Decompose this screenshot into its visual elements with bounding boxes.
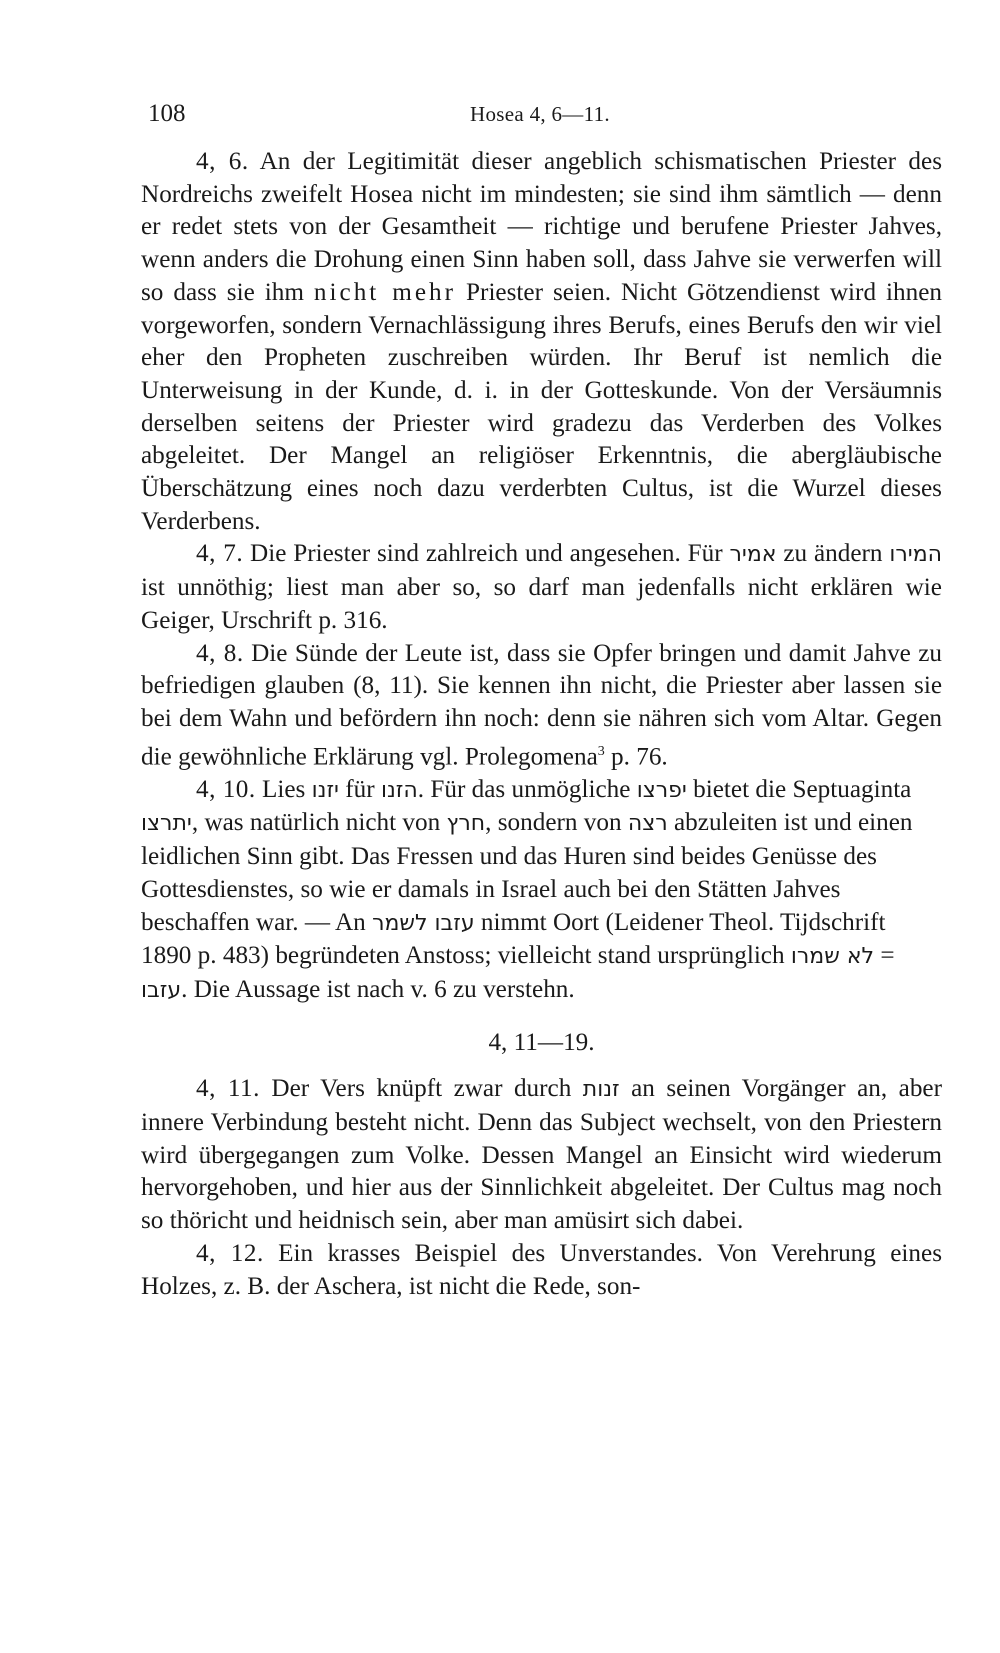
paragraph-text: Ein krasses Beispiel des Unverstandes. Von Verehrung eines Holzes, z. B. der Aschera, ist nicht die Rede, son- [141, 1239, 942, 1300]
paragraph-text: An der Legitimität dieser angeblich schismatischen Priester des Nordreichs zweifelt Hosea nicht im mindesten; sie sind ihm sämtlich — denn er redet stets von der Gesamtheit — richtige und berufene Priester Jahves, wenn anders die Drohung einen Sinn haben soll, dass Jahve sie verwerfen will so dass sie ihm [141, 148, 942, 306]
paragraph-text: abzuleiten ist und einen leidlichen Sinn gibt. Das Fressen und das Huren sind beides Genüsse des Gottesdienstes, so wie er damals in Israel auch bei den Stätten Jahves beschaffen war. — An [141, 809, 913, 936]
paragraph-4-6 [141, 146, 942, 538]
verse-reference: 4, 6. [196, 148, 249, 175]
edition-superscript: 3 [597, 743, 605, 759]
hebrew-word: יתרצו [141, 811, 192, 837]
hebrew-word: רצה [627, 811, 668, 837]
verse-reference: 4, 11. [196, 1075, 260, 1103]
running-head [140, 100, 940, 130]
paragraph-text: , was natürlich nicht von [191, 809, 447, 837]
hebrew-word: עזבו [141, 977, 182, 1003]
paragraph-text: = [874, 942, 895, 970]
section-heading: 4, 11—19. [488, 1028, 595, 1056]
hebrew-word: זנות [582, 1077, 620, 1103]
verse-reference: 4, 7. [196, 540, 244, 568]
hebrew-phrase: עזבו לשמר [372, 910, 475, 936]
hebrew-word: הזנו [380, 777, 418, 803]
paragraph-text: Der Vers knüpft zwar durch [271, 1075, 583, 1103]
paragraph-4-7 [141, 538, 942, 637]
spaced-emphasis: nicht mehr [313, 278, 457, 306]
verse-reference: 4, 8. [196, 639, 244, 667]
hebrew-word: אמיר [729, 542, 777, 568]
verse-reference: 4, 10. [196, 775, 256, 803]
paragraph-text: ist unnöthig; liest man aber so, so darf man jedenfalls nicht erklären wie Geiger, Urschrift p. 316. [141, 574, 942, 634]
hebrew-word: המירו [889, 542, 943, 568]
paragraph-text: Die Priester sind zahlreich und angesehen. Für [250, 540, 730, 568]
paragraph-text: zu ändern [776, 540, 890, 568]
hebrew-word: יפרצו [636, 777, 687, 803]
paragraph-4-12 [141, 1238, 942, 1303]
paragraph-text: p. 76. [604, 743, 668, 771]
paragraph-text: Die Sünde der Leute ist, dass sie Opfer bringen und damit Jahve zu befriedigen glauben (8, 11). Sie kennen ihn nicht, die Priester aber lassen sie bei dem Wahn und befördern ihn noch: denn sie nähren sich vom Altar. Gegen die gewöhnliche Erklärung vgl. Prolegomena [141, 639, 943, 771]
paragraph-text: an seinen Vorgänger an, aber innere Verbindung besteht nicht. Denn das Subject wechselt, von den Priestern wird übergegangen zum Volke. Dessen Mangel an Einsicht wird wiederum hervorgehoben, und hier aus der Sinnlichkeit abgeleitet. Der Cultus mag noch so thöricht und heidnisch sein, aber man amüsirt sich dabei. [141, 1075, 942, 1235]
paragraph-text: nimmt Oort (Leidener Theol. Tijdschrift 1890 p. 483) begründeten Anstoss; vielleicht stand ursprünglich [141, 908, 886, 970]
paragraph-4-10 [141, 774, 942, 1008]
paragraph-text: Lies [261, 775, 312, 803]
hebrew-word: יזנו [311, 777, 339, 803]
running-title: Hosea 4, 6—11. [470, 102, 610, 126]
paragraph-4-8 [141, 638, 942, 774]
hebrew-phrase: לא שמרו [790, 944, 875, 970]
page-number: 108 [148, 100, 186, 127]
paragraph-text: . Die Aussage ist nach v. 6 zu verstehn. [181, 975, 575, 1003]
verse-reference: 4, 12. [196, 1239, 264, 1267]
body-text [141, 146, 942, 1303]
paragraph-text: Priester seien. Nicht Götzendienst wird ihnen vorgeworfen, sondern Vernachlässigung ihres Berufs, eines Berufs den wir viel eher den Propheten zuschreiben würden. Ihr Beruf ist nemlich die Unterweisung in der Kunde, d. i. in der Gotteskunde. Von der Versäumnis derselben seitens der Priester wird gradezu das Verderben des Volkes abgeleitet. Der Mangel an religiöser Erkenntnis, die abergläubische Überschätzung eines noch dazu verderbten Cultus, ist die Wurzel dieses Verderbens. [141, 278, 942, 535]
hebrew-word: חרץ [446, 811, 486, 837]
paragraph-text: . Für das unmögliche [417, 775, 637, 803]
paragraph-text: bietet die Septuaginta [686, 775, 912, 803]
paragraph-text: , sondern von [485, 809, 628, 837]
paragraph-4-11 [141, 1073, 942, 1238]
paragraph-text: für [338, 775, 381, 803]
